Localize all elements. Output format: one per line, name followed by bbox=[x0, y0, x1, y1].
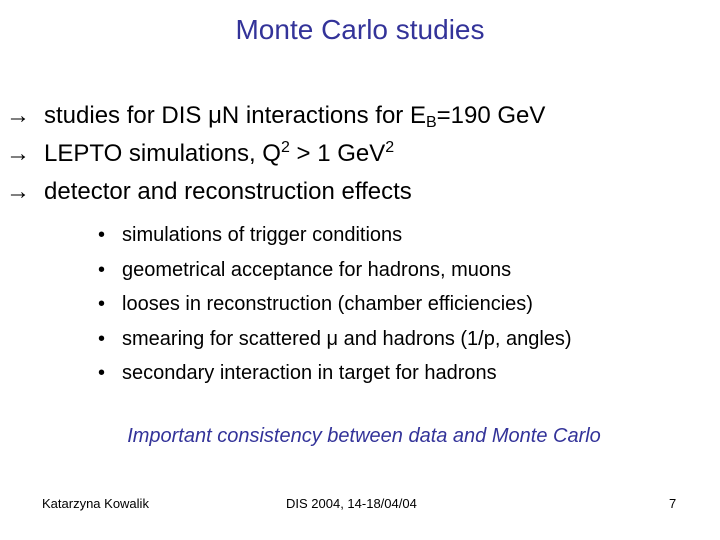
emphasis-statement: Important consistency between data and Monte Carlo bbox=[127, 425, 601, 447]
sub-point-text: looses in reconstruction (chamber efficiencies) bbox=[122, 293, 533, 315]
bullet-icon: • bbox=[98, 293, 106, 315]
sub-point bbox=[98, 253, 572, 288]
main-point-tail: =190 GeV bbox=[436, 102, 546, 129]
footer-author: Katarzyna Kowalik bbox=[42, 496, 149, 511]
sub-points-list bbox=[98, 218, 572, 391]
bullet-icon: • bbox=[98, 224, 106, 246]
main-point-mid: > 1 GeV bbox=[289, 140, 386, 167]
footer-page-number: 7 bbox=[669, 496, 677, 511]
arrow-icon: → bbox=[6, 140, 30, 167]
main-point-text: detector and reconstruction effects bbox=[44, 178, 412, 205]
sub-point bbox=[98, 218, 572, 253]
bullet-icon: • bbox=[98, 362, 106, 384]
main-point bbox=[6, 135, 545, 173]
arrow-icon: → bbox=[6, 178, 30, 205]
footer-conference: DIS 2004, 14-18/04/04 bbox=[286, 496, 417, 511]
bullet-icon: • bbox=[98, 327, 106, 350]
superscript: 2 bbox=[280, 139, 290, 156]
superscript: 2 bbox=[385, 139, 395, 156]
sub-point-text: simulations of trigger conditions bbox=[122, 224, 403, 246]
sub-point-text: secondary interaction in target for hadrons bbox=[122, 362, 497, 384]
sub-point-text: geometrical acceptance for hadrons, muons bbox=[122, 258, 512, 281]
sub-point-text: smearing for scattered μ and hadrons (1/p, angles) bbox=[122, 327, 572, 350]
sub-point bbox=[98, 287, 572, 322]
arrow-icon: → bbox=[6, 102, 30, 129]
slide-title: Monte Carlo studies bbox=[235, 14, 485, 45]
subscript: B bbox=[425, 114, 437, 131]
main-points-list bbox=[6, 97, 545, 211]
sub-point bbox=[98, 322, 572, 357]
main-point-text: studies for DIS μN interactions for E bbox=[44, 102, 426, 129]
main-point bbox=[6, 97, 545, 135]
main-point-text: LEPTO simulations, Q bbox=[44, 140, 281, 167]
sub-point bbox=[98, 356, 572, 391]
bullet-icon: • bbox=[98, 258, 106, 281]
main-point bbox=[6, 173, 545, 211]
